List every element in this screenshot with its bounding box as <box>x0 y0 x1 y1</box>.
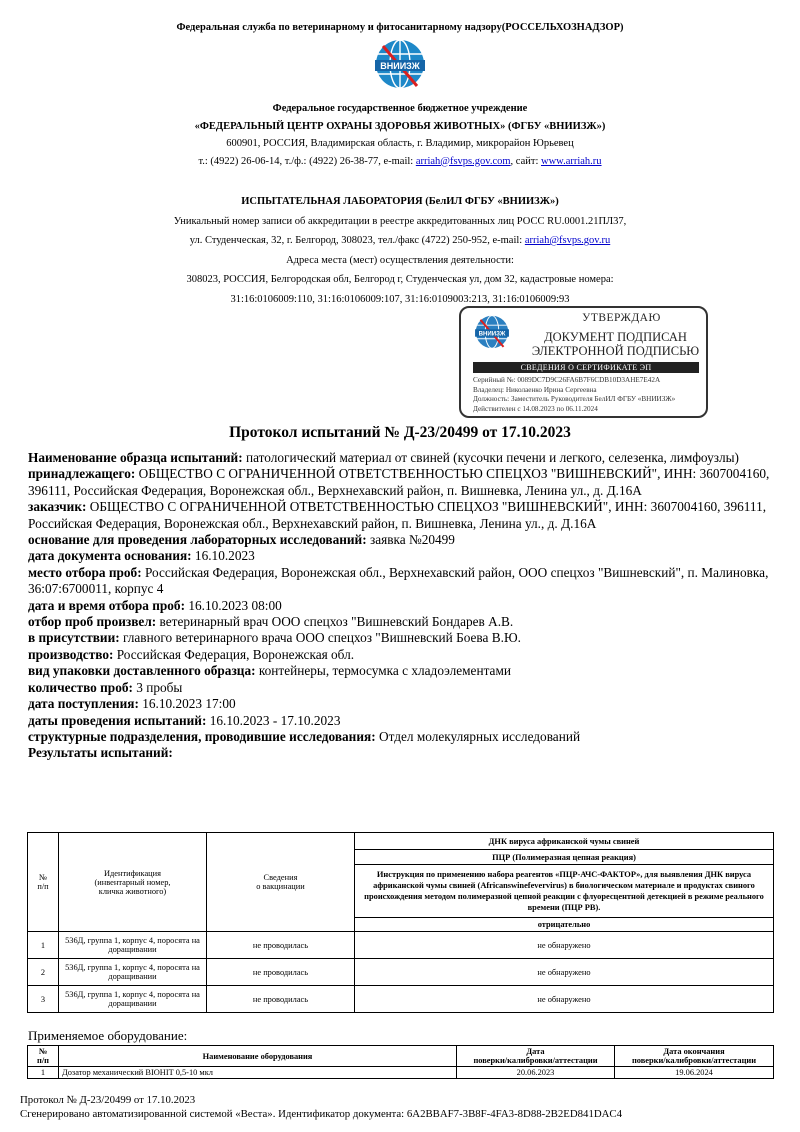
protocol-title: Протокол испытаний № Д-23/20499 от 17.10.2023 <box>229 424 571 441</box>
info-item <box>28 450 780 466</box>
info-label: в присутствии: <box>28 630 120 646</box>
cell-identification: 536Д, группа 1, корпус 4, поросята на доращивании <box>59 932 207 959</box>
col-vaccination-header: Сведения о вакцинации <box>207 833 355 932</box>
info-item <box>28 696 780 712</box>
lab-address <box>0 231 800 251</box>
lab-places-title: Адреса места (мест) осуществления деятельности: <box>286 254 514 266</box>
test-instruction: Инструкция по применению набора реагентов «ПЦР-АЧС-ФАКТОР», для выявления ДНК вируса африканской чумы свиней (Africanswinefevervirus) в биологическом материале и продуктах свиного происхождения методом полимеразной цепной реакции с флуоресцентной детекцией в режиме реального времени (ПЦР РВ). <box>355 865 774 918</box>
info-item <box>28 565 780 598</box>
institution-site-link[interactable]: www.arriah.ru <box>541 155 602 167</box>
info-item <box>28 745 780 761</box>
test-method: ПЦР (Полимеразная цепная реакция) <box>355 850 774 865</box>
cell-number: 1 <box>28 932 59 959</box>
institution-contacts <box>0 153 800 171</box>
lab-places-line2: 31:16:0106009:110, 31:16:0106009:107, 31:16:0109003:213, 31:16:0106009:93 <box>230 293 570 305</box>
results-header-row <box>28 833 774 850</box>
info-item <box>28 548 780 564</box>
info-value: Российская Федерация, Воронежская обл. <box>113 646 355 662</box>
info-value: заявка №20499 <box>366 532 455 548</box>
info-value: контейнеры, термосумка с хладоэлементами <box>255 663 511 679</box>
info-label: даты проведения испытаний: <box>28 712 207 728</box>
info-label: заказчик: <box>28 499 87 515</box>
info-item <box>28 729 780 745</box>
stamp-position: Должность: Заместитель Руководителя БелИЛ ФГБУ «ВНИИЗЖ» <box>473 395 676 404</box>
stamp-serial: Серийный №: 0089DC7D9C26FA6B7F6CDB10D3AHE7E42A <box>473 376 661 384</box>
info-label: дата поступления: <box>28 696 139 712</box>
cell-number: 3 <box>28 986 59 1013</box>
equipment-table <box>27 1045 774 1079</box>
cell-result: не обнаружено <box>355 932 774 959</box>
info-value: ОБЩЕСТВО С ОГРАНИЧЕННОЙ ОТВЕТСТВЕННОСТЬЮ СПЕЦХОЗ "ВИШНЕВСКИЙ", ИНН: 3607004160, 396111, Российская Федерация, Воронежская обл., Верхнехавский район, п. Вишневка, Ленина ул., д. Д.16А <box>28 499 767 531</box>
info-item <box>28 598 780 614</box>
info-item <box>28 532 780 548</box>
info-label: принадлежащего: <box>28 466 136 482</box>
lab-address-text: ул. Студенческая, 32, г. Белгород, 308023, тел./факс (4722) 250-952, e-mail: <box>189 235 525 246</box>
info-value: ОБЩЕСТВО С ОГРАНИЧЕННОЙ ОТВЕТСТВЕННОСТЬЮ СПЕЦХОЗ "ВИШНЕВСКИЙ", ИНН: 3607004160, 396111, Российская Федерация, Воронежская обл., Верхнехавский район, п. Вишневка, Ленина ул., д. Д.16А <box>28 466 770 498</box>
contacts-text: т.: (4922) 26-06-14, т./ф.: (4922) 26-38-77, e-mail: <box>198 155 416 167</box>
info-item <box>28 466 780 499</box>
info-value: патологический материал от свиней (кусочки печени и легкого, селезенка, лимфоузлы) <box>242 450 739 465</box>
table-row <box>28 986 774 1013</box>
results-table <box>27 832 774 1013</box>
table-row <box>28 932 774 959</box>
info-value: 3 пробы <box>132 679 183 695</box>
info-item <box>28 630 780 646</box>
institution-type: Федеральное государственное бюджетное учреждение <box>272 103 528 114</box>
cell-number: 2 <box>28 959 59 986</box>
info-value: Отдел молекулярных исследований <box>375 728 581 744</box>
info-value: главного ветеринарного врача ООО спецхоз "Вишневский Боева В.Ю. <box>119 630 521 646</box>
eq-col-end: Дата окончания поверки/калибровки/аттестации <box>615 1046 774 1067</box>
equipment-label: Применяемое оборудование: <box>28 1028 188 1043</box>
col-identification-header: Идентификация (инвентарный номер, кличка животного) <box>59 833 207 932</box>
e-signature-stamp <box>459 306 708 418</box>
info-item <box>28 647 780 663</box>
eq-cell-name: Дозатор механический BIOHIT 0,5-10 мкл <box>59 1067 457 1079</box>
stamp-signed-line1: ДОКУМЕНТ ПОДПИСАН <box>544 330 687 344</box>
stamp-cert-bar: СВЕДЕНИЯ О СЕРТИФИКАТЕ ЭП <box>473 362 699 373</box>
info-item <box>28 713 780 729</box>
institution-block <box>0 100 800 170</box>
stamp-details <box>473 376 707 414</box>
cell-vaccination: не проводилась <box>207 932 355 959</box>
info-label: дата и время отбора проб: <box>28 597 186 613</box>
cell-vaccination: не проводилась <box>207 959 355 986</box>
info-value: 16.10.2023 08:00 <box>185 597 282 613</box>
lab-places-line1: 308023, РОССИЯ, Белгородская обл, Белгород г, Студенческая ул, дом 32, кадастровые номера: <box>186 274 614 285</box>
info-label: структурные подразделения, проводившие исследования: <box>28 728 376 744</box>
info-value: 16.10.2023 <box>191 548 255 564</box>
stamp-valid: Действителен с 14.08.2023 по 06.11.2024 <box>473 404 598 413</box>
eq-col-name: Наименование оборудования <box>59 1046 457 1067</box>
info-value: 16.10.2023 17:00 <box>138 696 236 712</box>
table-row <box>28 1067 774 1079</box>
eq-col-number: № п/п <box>28 1046 59 1067</box>
institution-name: «ФЕДЕРАЛЬНЫЙ ЦЕНТР ОХРАНЫ ЗДОРОВЬЯ ЖИВОТНЫХ» (ФГБУ «ВНИИЗЖ») <box>194 120 606 132</box>
footer-generated: Сгенерировано автоматизированной системой «Веста». Идентификатор документа: 6A2BBAF7-3B8F-4FA3-8D88-2B2ED841DAC4 <box>20 1107 623 1120</box>
eq-col-date: Дата поверки/калибровки/аттестации <box>457 1046 615 1067</box>
cell-identification: 536Д, группа 1, корпус 4, поросята на доращивании <box>59 959 207 986</box>
agency-name: Федеральная служба по ветеринарному и фитосанитарному надзору(РОССЕЛЬХОЗНАДЗОР) <box>176 22 624 33</box>
lab-email-link[interactable]: arriah@fsvps.gov.ru <box>524 235 611 246</box>
info-label: основание для проведения лабораторных исследований: <box>28 532 367 548</box>
info-item <box>28 499 780 532</box>
info-item <box>28 614 780 630</box>
eq-cell-end: 19.06.2024 <box>615 1067 774 1079</box>
institution-email-link[interactable]: arriah@fsvps.gov.com <box>415 155 511 167</box>
info-value: ветеринарный врач ООО спецхоз "Вишневский Бондарев А.В. <box>156 614 514 630</box>
lab-name: ИСПЫТАТЕЛЬНАЯ ЛАБОРАТОРИЯ (БелИЛ ФГБУ «ВНИИЗЖ») <box>241 196 559 207</box>
stamp-logo-icon <box>471 314 513 354</box>
stamp-approve: УТВЕРЖДАЮ <box>582 312 661 324</box>
vniizh-logo-icon <box>369 38 431 96</box>
test-norm: отрицательно <box>355 918 774 932</box>
cell-result: не обнаружено <box>355 959 774 986</box>
info-label: отбор проб произвел: <box>28 614 157 630</box>
info-label: место отбора проб: <box>28 564 142 580</box>
stamp-logo-text: ВНИИЗЖ <box>478 330 506 338</box>
lab-block <box>0 192 800 309</box>
col-number-header: № п/п <box>28 833 59 932</box>
sample-info <box>28 450 780 762</box>
info-label: дата документа основания: <box>28 548 192 564</box>
info-label: вид упаковки доставленного образца: <box>28 663 256 679</box>
cell-vaccination: не проводилась <box>207 986 355 1013</box>
logo-text: ВНИИЗЖ <box>380 61 420 71</box>
info-label: Результаты испытаний: <box>28 745 173 761</box>
site-prefix: , сайт: <box>510 155 541 167</box>
table-row <box>28 959 774 986</box>
cell-result: не обнаружено <box>355 986 774 1013</box>
info-value: Российская Федерация, Воронежская обл., Верхнехавский район, ООО спецхоз "Вишневский", п. Малиновка, 36:07:6700011, корпус 4 <box>28 564 769 597</box>
info-value: 16.10.2023 - 17.10.2023 <box>206 712 341 728</box>
eq-cell-date: 20.06.2023 <box>457 1067 615 1079</box>
stamp-signed <box>523 330 708 358</box>
lab-accreditation: Уникальный номер записи об аккредитации в реестре аккредитованных лиц РОСС RU.0001.21ПЛ37, <box>173 215 627 227</box>
cell-identification: 536Д, группа 1, корпус 4, поросята на доращивании <box>59 986 207 1013</box>
footer <box>20 1094 622 1121</box>
institution-address: 600901, РОССИЯ, Владимирская область, г. Владимир, микрорайон Юрьевец <box>226 138 574 149</box>
info-item <box>28 680 780 696</box>
test-name: ДНК вируса африканской чумы свиней <box>355 833 774 850</box>
info-label: количество проб: <box>28 679 133 695</box>
info-label: производство: <box>28 646 114 662</box>
eq-cell-number: 1 <box>28 1067 59 1079</box>
stamp-owner: Владелец: Николаенко Ирина Сергеевна <box>473 385 597 394</box>
info-label: Наименование образца испытаний: <box>28 450 243 465</box>
stamp-signed-line2: ЭЛЕКТРОННОЙ ПОДПИСЬЮ <box>531 344 700 358</box>
info-item <box>28 663 780 679</box>
equipment-header-row <box>28 1046 774 1067</box>
footer-protocol: Протокол № Д-23/20499 от 17.10.2023 <box>20 1094 196 1106</box>
